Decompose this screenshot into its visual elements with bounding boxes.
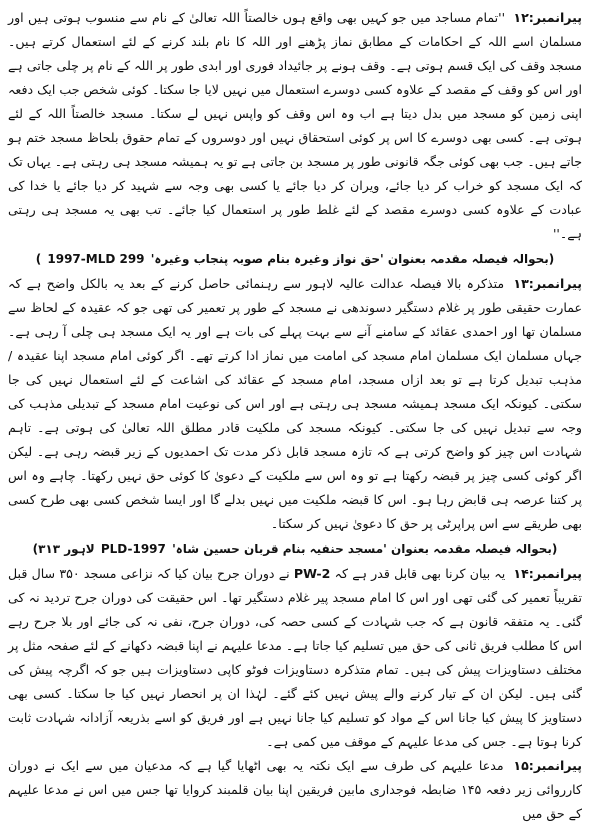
citation-reference: 1997-MLD 299 [47, 252, 145, 266]
paragraph-text-start: یہ بیان کرنا بھی قابل قدر ہے کہ [334, 566, 506, 581]
citation-prefix: (بحوالہ فیصلہ مقدمہ بعنوان 'مسجد حنفیہ بنام قربان حسین شاہ' [172, 542, 558, 556]
citation-reference: PLD-1997 [100, 542, 166, 556]
citation-2 [8, 536, 582, 562]
paragraph-label: پیرانمبر:۱۵ [513, 758, 582, 773]
citation-1 [8, 246, 582, 272]
paragraph-text: مدعا علیہم کی طرف سے ایک نکتہ یہ بھی اٹھایا گیا ہے کہ مدعیان میں سے ایک نے دوران کارروائی زیر دفعہ ۱۴۵ ضابطہ فوجداری مابین فریقین اپنا بیان قلمبند کروایا تھا جس میں اس نے مدعا علیہم کے حق میں [8, 758, 582, 821]
citation-suffix: لاہور ۳۱۳) [32, 542, 95, 556]
paragraph-label: پیرانمبر:۱۴ [513, 566, 583, 581]
paragraph-label: پیرانمبر:۱۳ [513, 276, 582, 291]
citation-suffix: ) [35, 252, 42, 266]
witness-reference: PW-2 [293, 566, 331, 581]
paragraph-label: پیرانمبر:۱۲ [513, 10, 582, 25]
paragraph-15 [8, 754, 582, 826]
paragraph-14 [8, 562, 582, 754]
paragraph-text: متذکرہ بالا فیصلہ عدالت عالیہ لاہور سے رہنمائی حاصل کرنے کے بعد یہ بالکل واضح ہے کہ عمارت حقیقی طور پر غلام دستگیر دسوندھی نے مسجد کے طور پر تعمیر کی تھی جو کہ عقیدہ کے لحاظ سے مسلمان تھا اور احمدی عقائد کے سامنے آنے سے بہت پہلے کی بات ہے اور یہ ایک مسجد ہی چلی آ رہی ہے۔ جہاں مسلمان ایک مسلمان امام مسجد کی امامت میں نماز ادا کرتے تھے۔ اگر کوئی امام مسجد اپنا عقیدہ / مذہب تبدیل کرتا ہے تو بعد ازاں مسجد، امام مسجد کے عقائد کی اشاعت کے لئے استعمال نہیں کی جا سکتی۔ کیونکہ ایک مسجد ہمیشہ مسجد ہی رہتی ہے اور اس کی نوعیت امام مسجد کے تبدیلی مذہب کی وجہ سے تبدیل نہیں کی جا سکتی۔ کیونکہ مسجد کی ملکیت قادر مطلق اللہ تعالیٰ کی ہوتی ہے۔ تاہم شہادت اس چیز کو واضح کرتی ہے کہ تازہ مسجد قابل ذکر مدت تک احمدیوں کے زیر قبضہ رہی ہے۔ لیکن اگر کوئی کسی چیز پر قبضہ رکھتا ہے تو وہ اس سے ملکیت کے دعویٰ کا کوئی حق نہیں رکھتا۔ چاہے وہ اس پر کتنا عرصہ ہی قابض رہا ہو۔ اس کا قبضہ ملکیت میں نہیں بدلے گا اور ایسا شخص کسی بھی طرح کسی بھی طریقے سے اس پراپرٹی پر حق کا دعویٰ نہیں کر سکتا۔ [8, 276, 582, 531]
paragraph-12 [8, 6, 582, 246]
paragraph-13 [8, 272, 582, 536]
paragraph-text-rest: نے دوران جرح بیان کیا کہ نزاعی مسجد ۳۵۰ سال قبل تقریباً تعمیر کی گئی تھی اور اس کا امام مسجد پیر غلام دستگیر تھا۔ اس حقیقت کی دوران جرح تردید نہ کی گئی۔ یہ متفقہ قانون ہے کہ جب شہادت کے کسی حصہ کی، دوران جرح، نفی نہ کی جائے اور بلا جرح رہے اس کا مطلب فریق ثانی کی حق میں تسلیم کیا جاتا ہے۔ مدعا علیہم نے اپنا قبضہ دکھانے کے لئے صفحہ مثل پر مختلف دستاویزات پیش کی ہیں۔ تمام متذکرہ دستاویزات فوٹو کاپی دستاویزات ہیں جو کہ اگرچہ پیش کی گئی ہیں۔ لیکن ان کے تیار کرنے والے پیش نہیں کئے گئے۔ لہٰذا ان پر انحصار نہیں کیا جا سکتا۔ کسی بھی دستاویز کا پیش کیا جانا اس کے مواد کو تسلیم کیا جانا نہیں ہے اور فریق کو اسے بذریعہ آزادانہ شہادت ثابت کرنا ہوتا ہے۔ جس کی مدعا علیہم کے موقف میں کمی ہے۔ [8, 566, 582, 749]
paragraph-text: ''تمام مساجد میں جو کہیں بھی واقع ہوں خالصتاً اللہ تعالیٰ کے نام سے منسوب ہوتی ہیں اور مسلمان اسے اللہ کے احکامات کے مطابق نماز پڑھنے اور اللہ کا نام بلند کرنے کے لئے استعمال کرتے ہیں۔ مسجد وقف کی ایک قسم ہوتی ہے۔ وقف ہونے پر جائیداد فوری اور ابدی طور پر اللہ کے نام پر چلی جاتی ہے اور اس کو وقف کے مقصد کے علاوہ کسی دوسرے استعمال میں نہیں لایا جا سکتا۔ کوئی شخص جب ایک دفعہ اپنی زمین کو مسجد میں بدل دیتا ہے اب وہ اس وقف کو واپس نہیں لے سکتا۔ مسجد خالصتاً اللہ کے لئے ہوتی ہے۔ کسی بھی دوسرے کا اس پر کوئی استحقاق نہیں اور دوسروں کے تمام حقوق بلحاظ مسجد ختم ہو جاتے ہیں۔ جب بھی کوئی جگہ قانونی طور پر مسجد بن جاتی ہے تو یہ ہمیشہ مسجد ہی رہتی ہے۔ یہاں تک کہ ایک مسجد کو خراب کر دیا جائے، ویران کر دیا جائے یا کسی بھی وجہ سے شہید کر دیا جائے یا خدا کی عبادت کے علاوہ کسی دوسرے مقصد کے لئے غلط طور پر استعمال کیا جائے۔ تب بھی یہ مسجد ہی رہتی ہے۔'' [8, 10, 582, 241]
citation-prefix: (بحوالہ فیصلہ مقدمہ بعنوان 'حق نواز وغیرہ بنام صوبہ پنجاب وغیرہ' [150, 252, 555, 266]
